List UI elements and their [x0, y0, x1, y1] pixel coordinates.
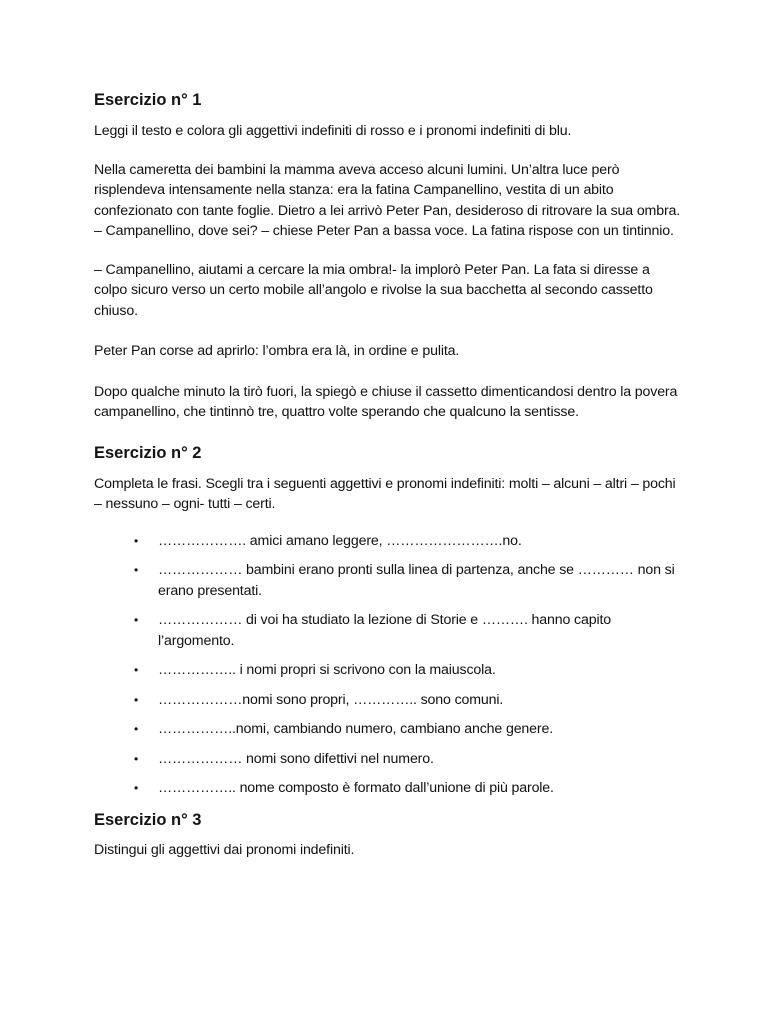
- list-item-text: ……………..nomi, cambiando numero, cambiano anche genere.: [158, 721, 554, 737]
- exercise-2-list: [94, 531, 684, 799]
- exercise-3-instruction: Distingui gli aggettivi dai pronomi indefiniti.: [94, 841, 355, 858]
- list-item: [92, 749, 684, 770]
- story-paragraph-1: Nella cameretta dei bambini la mamma aveva acceso alcuni lumini. Un’altra luce però risplendeva intensamente nella stanza: era la fatina Campanellino, vestita di un abito confezionato con tante foglie. Dietro a lei arrivò Peter Pan, desideroso di ritrovare la sua ombra. – Campanellino, dove sei? – chiese Peter Pan a bassa voce. La fatina rispose con un tintinnio.: [94, 161, 681, 239]
- list-item: [92, 531, 684, 552]
- list-item-text: …………….. i nomi propri si scrivono con la maiuscola.: [158, 662, 496, 678]
- story-paragraph-3: Peter Pan corse ad aprirlo: l’ombra era là, in ordine e pulita.: [94, 343, 460, 359]
- document-page: [94, 88, 684, 860]
- story-paragraph-2: – Campanellino, aiutami a cercare la mia ombra!- la implorò Peter Pan. La fata si diresse a colpo sicuro verso un certo mobile all’angolo e rivolse la sua bacchetta al secondo cassetto chiuso.: [94, 261, 653, 319]
- list-item-text: ……………… nomi sono difettivi nel numero.: [158, 750, 434, 767]
- list-item-text: …………….. nome composto è formato dall’unione di più parole.: [158, 780, 554, 796]
- bullet-icon: •: [134, 751, 139, 766]
- bullet-icon: •: [134, 781, 139, 795]
- list-item: [92, 778, 684, 799]
- list-item-text: ……………… bambini erano pronti sulla linea di partenza, anche se ………… non si erano presentati.: [158, 562, 675, 599]
- bullet-icon: •: [134, 722, 139, 736]
- bullet-icon: •: [134, 663, 139, 677]
- list-item-text: ……………… di voi ha studiato la lezione di Storie e ………. hanno capito l’argomento.: [158, 612, 611, 649]
- list-item: [92, 560, 684, 601]
- list-item: [92, 690, 684, 711]
- list-item: [92, 719, 684, 740]
- exercise-2-title: Esercizio n° 2: [94, 443, 202, 462]
- list-item: [92, 660, 684, 681]
- story-paragraph-4: Dopo qualche minuto la tirò fuori, la spiegò e chiuse il cassetto dimenticandosi dentro la povera campanellino, che tintinnò tre, quattro volte sperando che qualcuno la sentisse.: [94, 383, 678, 420]
- exercise-1-instruction: Leggi il testo e colora gli aggettivi indefiniti di rosso e i pronomi indefiniti di blu.: [94, 123, 572, 139]
- bullet-icon: •: [134, 563, 139, 577]
- exercise-3-title: Esercizio n° 3: [94, 810, 202, 829]
- bullet-icon: •: [134, 692, 139, 707]
- exercise-1-title: Esercizio n° 1: [94, 91, 202, 109]
- list-item-text: ………………nomi sono propri, ………….. sono comuni.: [158, 691, 504, 708]
- list-item: [92, 610, 684, 651]
- bullet-icon: •: [134, 533, 139, 548]
- exercise-2-instruction: Completa le frasi. Scegli tra i seguenti aggettivi e pronomi indefiniti: molti – alcuni – altri – pochi – nessuno – ogni- tutti – certi.: [94, 475, 676, 512]
- list-item-text: ………………. amici amano leggere, …………………….no.: [158, 532, 522, 549]
- bullet-icon: •: [134, 613, 139, 627]
